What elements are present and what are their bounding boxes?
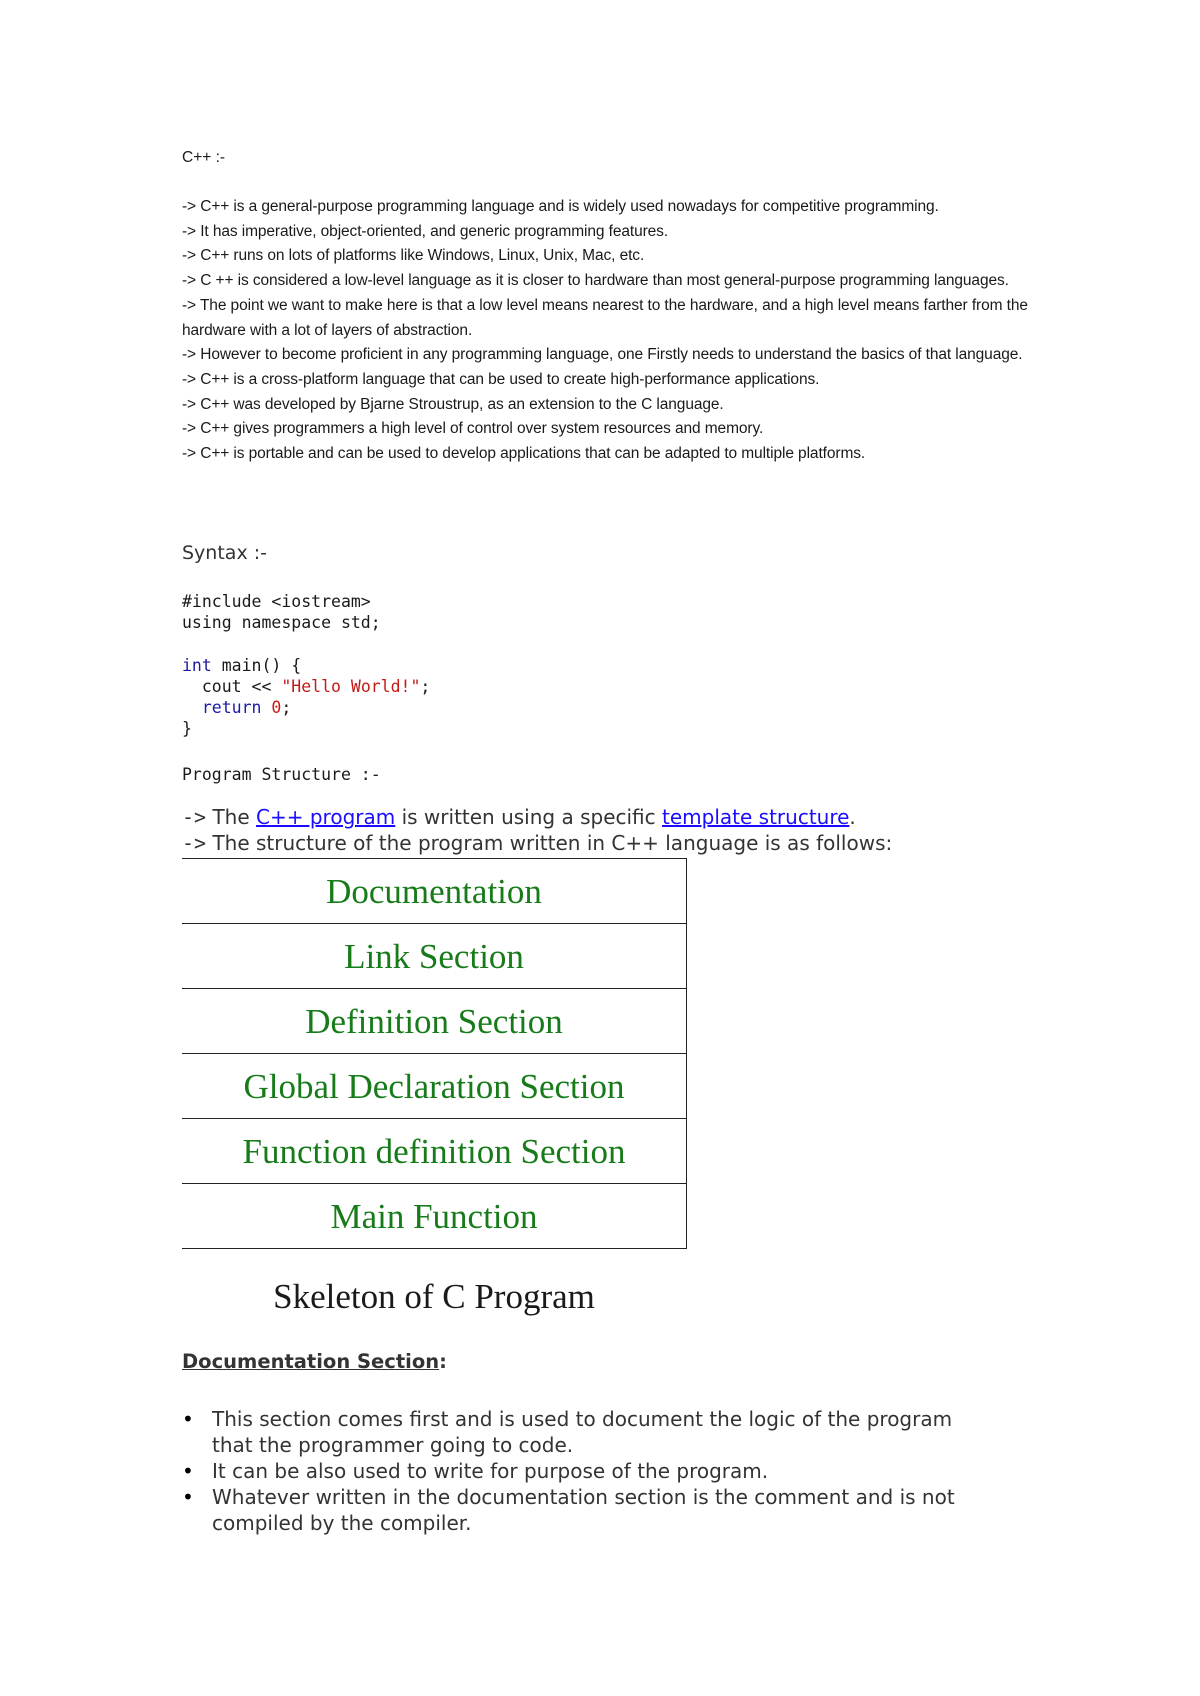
bullet-icon: •	[182, 1407, 194, 1431]
arrow-text: ->	[182, 831, 207, 855]
code-keyword-return: return	[201, 698, 262, 718]
page-title: C++ :-	[182, 149, 226, 166]
code-include-line: #include <iostream>	[182, 592, 371, 611]
code-semicolon: ;	[281, 698, 292, 718]
intro-line: -> C++ is portable and can be used to develop applications that can be adapted to multiple platforms.	[182, 445, 866, 463]
intro-line: -> C++ was developed by Bjarne Stroustrup, as an extension to the C language.	[182, 395, 724, 413]
diagram-section-main-function: Main Function	[182, 1184, 686, 1249]
list-item-text: It can be also used to write for purpose of the program.	[212, 1459, 769, 1483]
diagram-section-function-definition: Function definition Section	[182, 1119, 686, 1184]
cpp-program-link[interactable]: C++ program	[256, 805, 396, 829]
diagram-caption: Skeleton of C Program	[273, 1277, 595, 1316]
list-item-text: Whatever written in the documentation section is the comment and is not compiled by the compiler.	[212, 1485, 955, 1535]
code-cout: cout <<	[182, 676, 282, 696]
code-keyword-int: int	[182, 655, 212, 675]
program-structure-heading: Program Structure :-	[182, 765, 381, 784]
intro-line: -> The point we want to make here is that a low level means nearest to the hardware, and a high level means farther from the hardware with a lot of layers of abstraction.	[182, 296, 1028, 339]
code-semicolon: ;	[420, 676, 431, 696]
structure-description	[182, 804, 892, 856]
template-structure-link[interactable]: template structure	[662, 805, 850, 829]
intro-line: -> However to become proficient in any programming language, one Firstly needs to understand the basics of that language.	[182, 346, 1023, 364]
intro-line: -> C++ is a cross-platform language that can be used to create high-performance applications.	[182, 370, 820, 388]
documentation-heading-text: Documentation Section	[182, 1350, 440, 1373]
documentation-heading-colon: :	[439, 1350, 447, 1373]
bullet-icon: •	[182, 1485, 194, 1509]
code-using-line: using namespace std;	[182, 613, 381, 633]
bullet-icon: •	[182, 1459, 194, 1483]
diagram-section-definition: Definition Section	[182, 989, 686, 1054]
structure-text: The structure of the program written in C++ language is as follows:	[206, 831, 893, 855]
list-item	[182, 1458, 992, 1484]
diagram-section-documentation: Documentation	[182, 859, 686, 924]
list-item-text: This section comes first and is used to document the logic of the program that the programmer going to code.	[212, 1407, 953, 1457]
structure-line-1	[182, 804, 892, 830]
intro-line: -> C++ is a general-purpose programming language and is widely used nowadays for competitive programming.	[182, 198, 939, 215]
list-item	[182, 1484, 992, 1536]
intro-line: -> C++ runs on lots of platforms like Windows, Linux, Unix, Mac, etc.	[182, 247, 645, 265]
code-number-literal: 0	[271, 698, 282, 718]
program-structure-diagram	[182, 858, 687, 1249]
structure-text: .	[849, 805, 856, 829]
intro-line: -> C ++ is considered a low-level language as it is closer to hardware than most general-purpose programming languages.	[182, 272, 1009, 290]
structure-text: The	[206, 805, 257, 829]
structure-line-2	[182, 830, 892, 856]
code-string-literal: "Hello World!"	[281, 676, 421, 696]
documentation-bullet-list	[182, 1406, 1042, 1536]
diagram-section-link: Link Section	[182, 924, 686, 989]
intro-line: -> It has imperative, object-oriented, and generic programming features.	[182, 222, 669, 240]
intro-line: -> C++ gives programmers a high level of control over system resources and memory.	[182, 420, 764, 438]
code-closing-brace: }	[182, 719, 192, 739]
list-item	[182, 1406, 992, 1458]
documentation-section-heading	[182, 1349, 447, 1375]
code-main-signature: main() {	[211, 655, 302, 675]
syntax-heading: Syntax :-	[182, 542, 267, 564]
arrow-text: ->	[182, 805, 207, 829]
structure-text: is written using a specific	[395, 805, 663, 829]
code-indent	[182, 698, 202, 717]
diagram-section-global-declaration: Global Declaration Section	[182, 1054, 686, 1119]
code-space	[261, 698, 271, 717]
code-block	[182, 591, 430, 739]
intro-paragraph	[182, 195, 1042, 467]
